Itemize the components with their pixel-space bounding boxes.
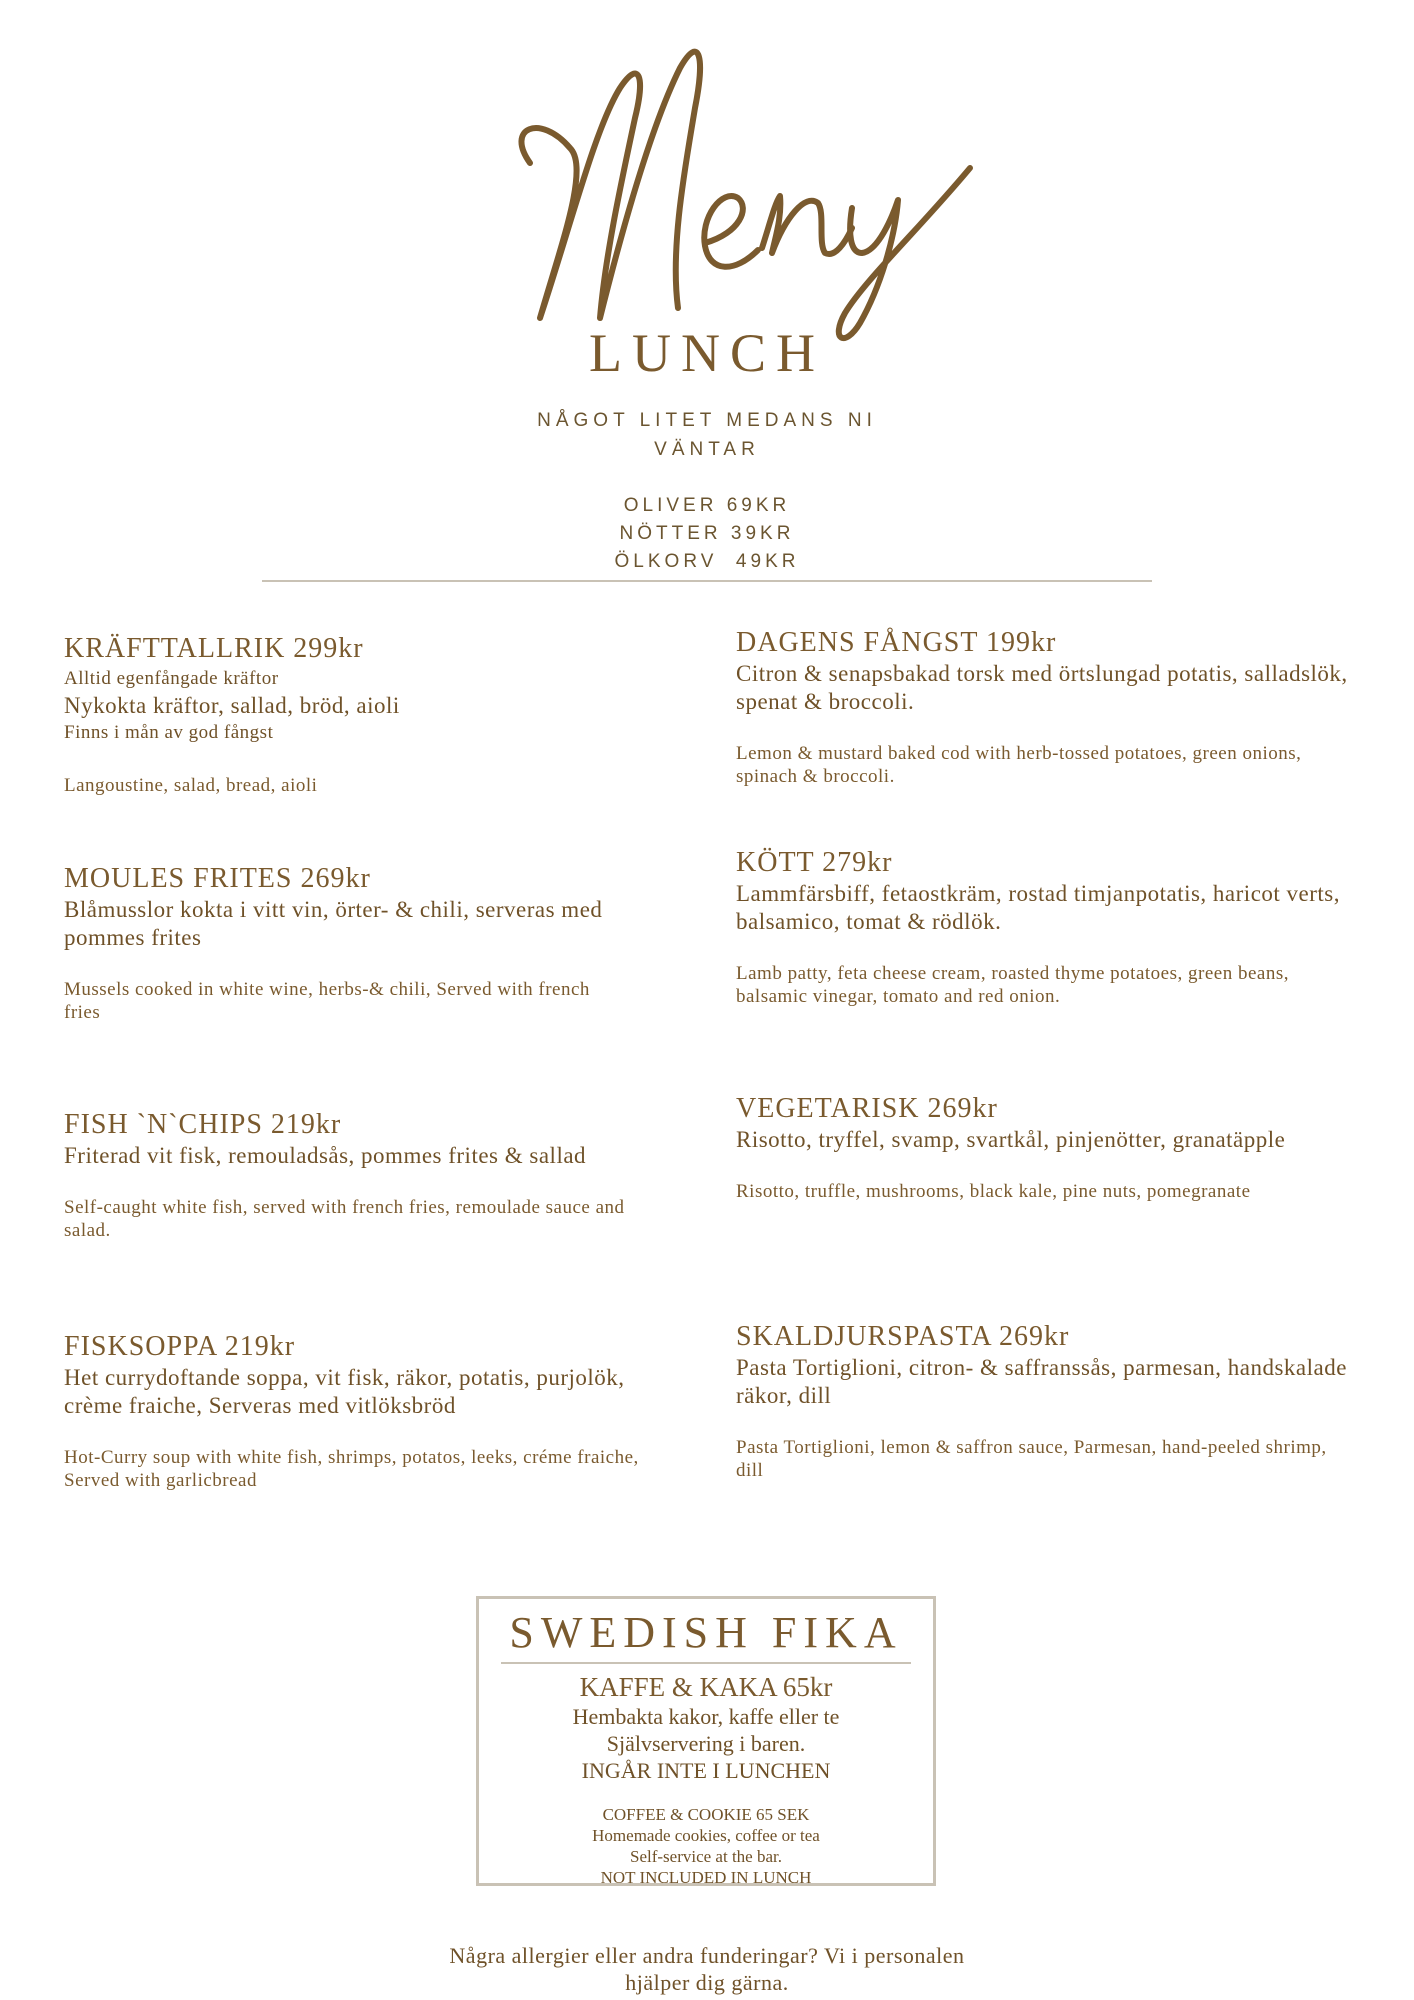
menu-item-name: FISKSOPPA 219kr xyxy=(64,1331,296,1362)
snacks-list xyxy=(0,492,1414,576)
menu-item-description: Blåmusslor kokta i vitt vin, örter- & chili, serveras med pommes frites xyxy=(64,897,603,950)
menu-item-description: Lammfärsbiff, fetaostkräm, rostad timjanpotatis, haricot verts, balsamico, tomat & rödlök. xyxy=(736,881,1340,934)
fika-line: INGÅR INTE I LUNCHEN xyxy=(581,1758,831,1783)
menu-item-description: Citron & senapsbakad torsk med örtslungad potatis, salladslök, spenat & broccoli. xyxy=(736,661,1348,714)
fika-divider xyxy=(501,1662,911,1664)
meny-handwriting-logo xyxy=(500,18,980,348)
menu-item-skaldjurspasta xyxy=(736,1320,1356,1482)
allergy-footer xyxy=(357,1942,1057,1996)
menu-item-english: Risotto, truffle, mushrooms, black kale, pine nuts, pomegranate xyxy=(736,1181,1251,1202)
menu-item-krafttallrik xyxy=(64,632,684,797)
menu-item-description: Het currydoftande soppa, vit fisk, räkor, potatis, purjolök, crème fraiche, Serveras med vitlöksbröd xyxy=(64,1365,625,1418)
menu-item-english: Lemon & mustard baked cod with herb-tossed potatoes, green onions, spinach & broccoli. xyxy=(736,743,1302,787)
fika-line: Hembakta kakor, kaffe eller te xyxy=(572,1704,840,1729)
menu-item-moules-frites xyxy=(64,862,664,1024)
menu-item-description: Nykokta kräftor, sallad, bröd, aioli xyxy=(64,693,400,718)
menu-item-english: Self-caught white fish, served with french fries, remoulade sauce and salad. xyxy=(64,1197,625,1241)
menu-item-fish-n-chips xyxy=(64,1108,624,1242)
footer-line: Några allergier eller andra funderingar? Vi i personalen xyxy=(449,1943,965,1968)
fika-box xyxy=(476,1596,936,1886)
menu-item-english: Pasta Tortiglioni, lemon & saffron sauce, Parmesan, hand-peeled shrimp, dill xyxy=(736,1437,1327,1481)
menu-item-kott xyxy=(736,846,1356,1008)
menu-item-name: KRÄFTTALLRIK 299kr xyxy=(64,633,364,664)
menu-item-english: Lamb patty, feta cheese cream, roasted thyme potatoes, green beans, balsamic vinegar, tomato and red onion. xyxy=(736,963,1289,1007)
fika-english-line: NOT INCLUDED IN LUNCH xyxy=(600,1868,812,1887)
menu-item-vegetarisk xyxy=(736,1092,1296,1203)
menu-item-name: MOULES FRITES 269kr xyxy=(64,863,371,894)
subtitle-line: VÄNTAR xyxy=(654,439,760,460)
snack-item: OLIVER 69KR xyxy=(623,495,791,516)
menu-item-english: Langoustine, salad, bread, aioli xyxy=(64,775,318,796)
menu-item-note: Finns i mån av god fångst xyxy=(64,722,274,743)
fika-english-line: Homemade cookies, coffee or tea xyxy=(592,1826,820,1845)
menu-item-english: Hot-Curry soup with white fish, shrimps, potatos, leeks, créme fraiche, Served with garlicbread xyxy=(64,1447,639,1491)
fika-english-line: Self-service at the bar. xyxy=(630,1847,782,1866)
menu-item-english: Mussels cooked in white wine, herbs-& chili, Served with french fries xyxy=(64,979,590,1023)
fika-item-name: KAFFE & KAKA 65kr xyxy=(579,1672,833,1702)
script-title-meny xyxy=(500,18,980,348)
menu-item-name: KÖTT 279kr xyxy=(736,847,893,878)
footer-line: hjälper dig gärna. xyxy=(625,1970,789,1995)
fika-title: SWEDISH FIKA xyxy=(509,1608,903,1657)
menu-item-description: Friterad vit fisk, remouladsås, pommes frites & sallad xyxy=(64,1143,587,1168)
fika-line: Självservering i baren. xyxy=(606,1731,806,1756)
menu-item-name: SKALDJURSPASTA 269kr xyxy=(736,1321,1070,1352)
menu-item-name: DAGENS FÅNGST 199kr xyxy=(736,627,1057,658)
menu-item-dagens-fangst xyxy=(736,626,1356,788)
snack-item: NÖTTER 39KR xyxy=(619,523,795,544)
subtitle-line: NÅGOT LITET MEDANS NI xyxy=(537,410,877,431)
fika-english-block xyxy=(479,1804,933,1888)
menu-item-fisksoppa xyxy=(64,1330,664,1492)
page-title: LUNCH xyxy=(589,323,825,383)
subtitle xyxy=(507,406,907,464)
menu-item-note: Alltid egenfångade kräftor xyxy=(64,668,279,689)
snack-item: ÖLKORV 49KR xyxy=(614,551,800,572)
menu-item-name: FISH `N`CHIPS 219kr xyxy=(64,1109,342,1140)
fika-english-line: COFFEE & COOKIE 65 SEK xyxy=(602,1805,810,1824)
menu-item-name: VEGETARISK 269kr xyxy=(736,1093,998,1124)
header-divider xyxy=(262,580,1152,582)
menu-item-description: Pasta Tortiglioni, citron- & saffranssås, parmesan, handskalade räkor, dill xyxy=(736,1355,1347,1408)
menu-item-description: Risotto, tryffel, svamp, svartkål, pinjenötter, granatäpple xyxy=(736,1127,1286,1152)
